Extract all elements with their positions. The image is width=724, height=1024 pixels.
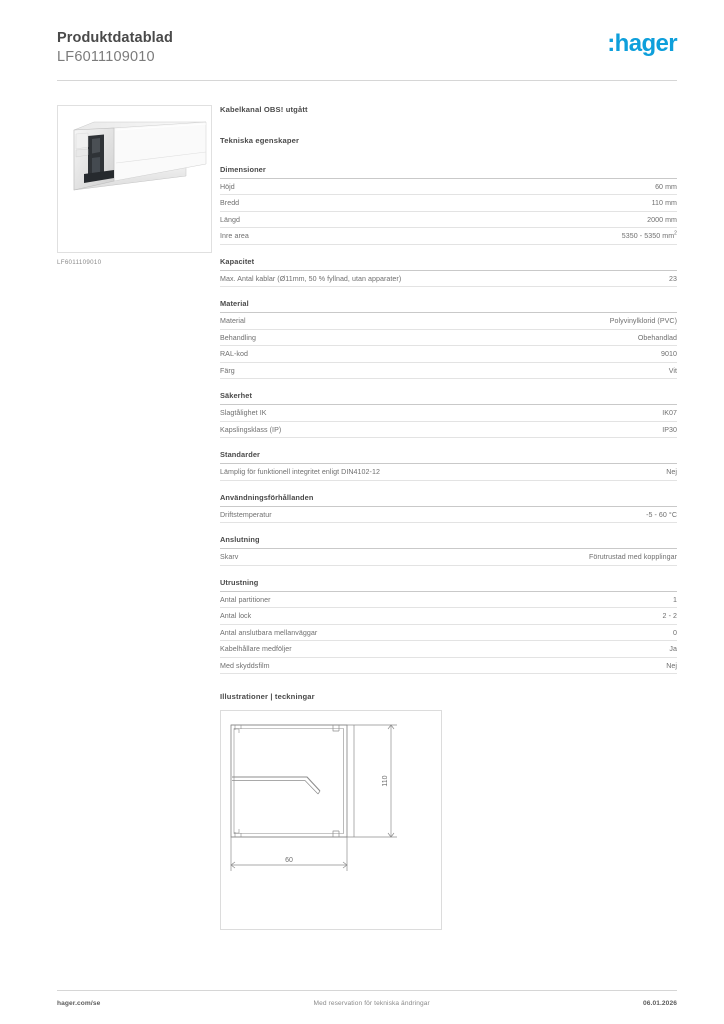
spec-row (220, 625, 677, 642)
spec-value: Ja (669, 645, 677, 654)
illustrations-title: Illustrationer | teckningar (220, 692, 315, 702)
spec-label: Inre area (220, 232, 249, 241)
product-reference: LF6011109010 (57, 49, 155, 66)
cross-section-drawing-icon (221, 711, 441, 929)
spec-value: -5 - 60 °C (646, 510, 677, 519)
specs-column (217, 105, 677, 931)
spec-label: Bredd (220, 199, 240, 208)
spec-value: 1 (673, 595, 677, 604)
footer-disclaimer: Med reservation för tekniska ändringar (313, 1000, 430, 1007)
spec-value: IK07 (662, 409, 677, 418)
spec-row (220, 658, 677, 675)
spec-value: 0 (673, 628, 677, 637)
spec-row (220, 212, 677, 229)
logo-colon-icon: : (607, 30, 615, 57)
spec-group-title: Utrustning (220, 578, 677, 592)
spec-label: Med skyddsfilm (220, 661, 270, 670)
spec-row (220, 330, 677, 347)
spec-label: Kapslingsklass (IP) (220, 425, 282, 434)
dimension-width-label: 60 (285, 857, 293, 865)
product-image-caption: LF6011109010 (57, 258, 102, 266)
spec-row (220, 592, 677, 609)
spec-row (220, 422, 677, 439)
spec-label: Skarv (220, 553, 239, 562)
page-body (0, 81, 724, 931)
spec-row (220, 179, 677, 196)
spec-value: Förutrustad med kopplingar (588, 553, 677, 562)
spec-group (220, 535, 677, 566)
spec-group (220, 391, 677, 438)
spec-group-title: Kapacitet (220, 257, 677, 271)
spec-row (220, 346, 677, 363)
spec-label: Driftstemperatur (220, 510, 272, 519)
spec-group-title: Anslutning (220, 535, 677, 549)
spec-group (220, 578, 677, 675)
spec-row (220, 608, 677, 625)
header-title-block (57, 26, 173, 67)
spec-value: Vit (668, 366, 677, 375)
spec-group (220, 165, 677, 245)
spec-row (220, 363, 677, 380)
spec-row (220, 464, 677, 481)
product-image (57, 105, 212, 253)
spec-label: RAL-kod (220, 350, 248, 359)
spec-group-title: Material (220, 299, 677, 313)
spec-value: 2000 mm (647, 215, 677, 224)
dimension-height-label: 110 (382, 775, 389, 788)
page-footer (0, 990, 724, 1024)
spec-label: Max. Antal kablar (Ø11mm, 50 % fyllnad, utan apparater) (220, 274, 402, 283)
spec-label: Längd (220, 215, 240, 224)
spec-row (220, 228, 677, 245)
spec-label: Behandling (220, 333, 256, 342)
spec-group (220, 299, 677, 379)
spec-row (220, 271, 677, 288)
spec-group-title: Användningsförhållanden (220, 493, 677, 507)
spec-row (220, 641, 677, 658)
spec-row (220, 549, 677, 566)
spec-group-title: Säkerhet (220, 391, 677, 405)
specs-section-title: Tekniska egenskaper (220, 135, 300, 145)
spec-label: Lämplig för funktionell integritet enligt DIN4102-12 (220, 468, 380, 477)
spec-value: 9010 (661, 350, 677, 359)
spec-label: Färg (220, 366, 235, 375)
logo-text: hager (614, 30, 677, 57)
hager-logo (607, 26, 677, 56)
product-name: Kabelkanal OBS! utgått (220, 104, 308, 114)
spec-value: Polyvinylklorid (PVC) (609, 317, 677, 326)
spec-value: 60 mm (655, 182, 677, 191)
spec-value: 110 mm (651, 199, 677, 208)
spec-value: Nej (666, 661, 677, 670)
spec-group-title: Dimensioner (220, 165, 677, 179)
spec-label: Material (220, 317, 246, 326)
spec-value: Obehandlad (637, 333, 677, 342)
spec-row (220, 195, 677, 212)
cable-trunking-photo-icon (58, 106, 211, 252)
spec-value: 2 - 2 (662, 612, 677, 621)
spec-group (220, 257, 677, 288)
spec-row (220, 507, 677, 524)
spec-label: Antal lock (220, 612, 252, 621)
spec-row (220, 313, 677, 330)
spec-label: Höjd (220, 182, 235, 191)
spec-group (220, 450, 677, 481)
spec-label: Antal partitioner (220, 595, 271, 604)
spec-label: Slagtålighet IK (220, 409, 267, 418)
page-header (0, 0, 724, 67)
technical-drawing (220, 710, 442, 930)
spec-value: 23 (669, 274, 677, 283)
footer-date: 06.01.2026 (642, 1000, 677, 1007)
spec-value: Nej (666, 468, 677, 477)
spec-value: IP30 (662, 425, 677, 434)
page-title: Produktdatablad (57, 30, 173, 46)
footer-website-link[interactable]: hager.com/se (57, 1000, 101, 1007)
spec-row (220, 405, 677, 422)
product-image-column (57, 105, 217, 266)
spec-group-title: Standarder (220, 450, 677, 464)
spec-value-text: 5350 - 5350 mm (621, 232, 675, 241)
spec-groups (220, 165, 677, 675)
spec-label: Kabelhållare medföljer (220, 645, 292, 654)
spec-group (220, 493, 677, 524)
spec-value-superscript: 2 (674, 231, 677, 238)
spec-label: Antal anslutbara mellanväggar (220, 628, 318, 637)
spec-value (622, 232, 677, 240)
